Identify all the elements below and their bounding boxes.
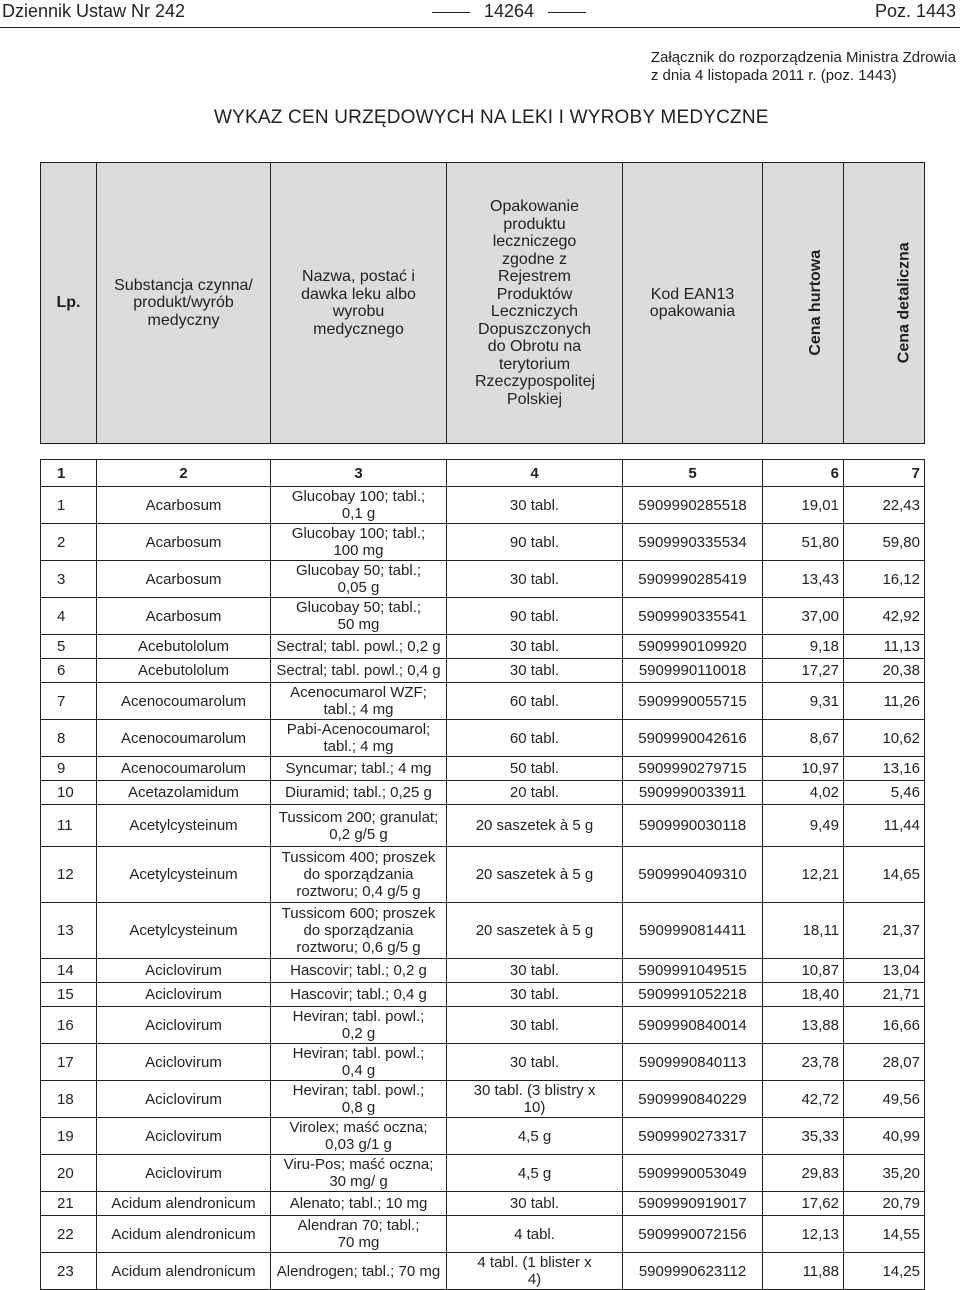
row-wholesale-price: 17,62 xyxy=(763,1192,844,1216)
row-lp: 15 xyxy=(41,983,97,1007)
row-wholesale-price: 4,02 xyxy=(763,781,844,805)
row-package: 4,5 g xyxy=(447,1155,623,1192)
row-name: Alendrogen; tabl.; 70 mg xyxy=(271,1253,447,1290)
row-package: 30 tabl. xyxy=(447,561,623,598)
row-lp: 1 xyxy=(41,487,97,524)
table-row xyxy=(41,781,925,805)
row-wholesale-price: 9,18 xyxy=(763,635,844,659)
row-lp: 9 xyxy=(41,757,97,781)
row-retail-price: 13,16 xyxy=(844,757,925,781)
table-row xyxy=(41,903,925,959)
table-row xyxy=(41,757,925,781)
row-lp: 10 xyxy=(41,781,97,805)
row-substance: Aciclovirum xyxy=(97,1007,271,1044)
row-substance: Acidum alendronicum xyxy=(97,1192,271,1216)
row-retail-price: 14,55 xyxy=(844,1216,925,1253)
table-row xyxy=(41,1081,925,1118)
row-ean: 5909990109920 xyxy=(623,635,763,659)
row-wholesale-price: 13,88 xyxy=(763,1007,844,1044)
table-row xyxy=(41,1044,925,1081)
row-package: 30 tabl. xyxy=(447,983,623,1007)
row-ean: 5909990030118 xyxy=(623,805,763,847)
row-lp: 19 xyxy=(41,1118,97,1155)
row-ean: 5909991052218 xyxy=(623,983,763,1007)
row-substance: Acidum alendronicum xyxy=(97,1253,271,1290)
row-lp: 20 xyxy=(41,1155,97,1192)
row-lp: 6 xyxy=(41,659,97,683)
table-row xyxy=(41,847,925,903)
row-retail-price: 16,66 xyxy=(844,1007,925,1044)
row-name: Virolex; maść oczna; 0,03 g/1 g xyxy=(271,1118,447,1155)
row-name: Viru-Pos; maść oczna; 30 mg/ g xyxy=(271,1155,447,1192)
row-lp: 13 xyxy=(41,903,97,959)
row-retail-price: 10,62 xyxy=(844,720,925,757)
row-wholesale-price: 9,31 xyxy=(763,683,844,720)
row-lp: 18 xyxy=(41,1081,97,1118)
row-lp: 3 xyxy=(41,561,97,598)
row-retail-price: 14,65 xyxy=(844,847,925,903)
row-ean: 5909990273317 xyxy=(623,1118,763,1155)
row-name: Hascovir; tabl.; 0,4 g xyxy=(271,983,447,1007)
price-table-body xyxy=(41,460,925,1290)
column-number: 4 xyxy=(447,460,623,487)
row-package: 60 tabl. xyxy=(447,720,623,757)
header-lp: Lp. xyxy=(41,163,97,444)
row-ean: 5909990335541 xyxy=(623,598,763,635)
column-number: 1 xyxy=(41,460,97,487)
table-row xyxy=(41,720,925,757)
row-substance: Acenocoumarolum xyxy=(97,720,271,757)
page-number-text: 14264 xyxy=(484,1,535,21)
row-name: Acenocumarol WZF; tabl.; 4 mg xyxy=(271,683,447,720)
row-name: Sectral; tabl. powl.; 0,4 g xyxy=(271,659,447,683)
row-retail-price: 20,38 xyxy=(844,659,925,683)
row-lp: 2 xyxy=(41,524,97,561)
header-rule xyxy=(0,27,960,28)
row-wholesale-price: 12,21 xyxy=(763,847,844,903)
row-ean: 5909990623112 xyxy=(623,1253,763,1290)
row-substance: Acetylcysteinum xyxy=(97,903,271,959)
row-package: 20 saszetek à 5 g xyxy=(447,805,623,847)
row-wholesale-price: 17,27 xyxy=(763,659,844,683)
row-ean: 5909990279715 xyxy=(623,757,763,781)
row-retail-price: 5,46 xyxy=(844,781,925,805)
row-name: Glucobay 100; tabl.; 100 mg xyxy=(271,524,447,561)
row-name: Hascovir; tabl.; 0,2 g xyxy=(271,959,447,983)
table-row xyxy=(41,524,925,561)
row-substance: Acarbosum xyxy=(97,561,271,598)
row-substance: Acetylcysteinum xyxy=(97,847,271,903)
row-package: 50 tabl. xyxy=(447,757,623,781)
row-retail-price: 16,12 xyxy=(844,561,925,598)
row-name: Sectral; tabl. powl.; 0,2 g xyxy=(271,635,447,659)
table-row xyxy=(41,1253,925,1290)
row-ean: 5909990285419 xyxy=(623,561,763,598)
journal-name: Dziennik Ustaw Nr 242 xyxy=(2,1,186,21)
annex-note xyxy=(651,49,956,85)
row-wholesale-price: 23,78 xyxy=(763,1044,844,1081)
row-substance: Aciclovirum xyxy=(97,1155,271,1192)
row-substance: Acetylcysteinum xyxy=(97,805,271,847)
row-ean: 5909990055715 xyxy=(623,683,763,720)
row-retail-price: 11,26 xyxy=(844,683,925,720)
row-substance: Acebutololum xyxy=(97,659,271,683)
column-number: 5 xyxy=(623,460,763,487)
row-package: 30 tabl. xyxy=(447,959,623,983)
row-package: 30 tabl. xyxy=(447,659,623,683)
row-substance: Acebutololum xyxy=(97,635,271,659)
row-ean: 5909990033911 xyxy=(623,781,763,805)
row-retail-price: 11,13 xyxy=(844,635,925,659)
column-numbers-row xyxy=(41,460,925,487)
row-retail-price: 21,37 xyxy=(844,903,925,959)
row-wholesale-price: 10,97 xyxy=(763,757,844,781)
row-name: Heviran; tabl. powl.; 0,2 g xyxy=(271,1007,447,1044)
row-ean: 5909990840113 xyxy=(623,1044,763,1081)
row-ean: 5909990072156 xyxy=(623,1216,763,1253)
table-header xyxy=(40,162,925,444)
row-lp: 16 xyxy=(41,1007,97,1044)
row-ean: 5909990409310 xyxy=(623,847,763,903)
table-row xyxy=(41,959,925,983)
row-lp: 14 xyxy=(41,959,97,983)
price-table xyxy=(40,459,925,1290)
row-name: Tussicom 600; proszek do sporządzania roztworu; 0,6 g/5 g xyxy=(271,903,447,959)
row-wholesale-price: 12,13 xyxy=(763,1216,844,1253)
row-lp: 22 xyxy=(41,1216,97,1253)
row-name: Alenato; tabl.; 10 mg xyxy=(271,1192,447,1216)
table-row xyxy=(41,1155,925,1192)
row-substance: Aciclovirum xyxy=(97,959,271,983)
row-ean: 5909991049515 xyxy=(623,959,763,983)
header-wholesale xyxy=(763,163,844,444)
row-wholesale-price: 19,01 xyxy=(763,487,844,524)
annex-line-1: Załącznik do rozporządzenia Ministra Zdrowia xyxy=(650,49,956,66)
row-substance: Acarbosum xyxy=(97,524,271,561)
row-lp: 11 xyxy=(41,805,97,847)
table-row xyxy=(41,1118,925,1155)
header-wholesale-text: Cena hurtowa xyxy=(807,250,825,356)
row-substance: Acenocoumarolum xyxy=(97,757,271,781)
row-ean: 5909990053049 xyxy=(623,1155,763,1192)
row-name: Glucobay 100; tabl.; 0,1 g xyxy=(271,487,447,524)
row-substance: Acarbosum xyxy=(97,487,271,524)
row-ean: 5909990840014 xyxy=(623,1007,763,1044)
table-row xyxy=(41,983,925,1007)
row-name: Glucobay 50; tabl.; 50 mg xyxy=(271,598,447,635)
row-lp: 12 xyxy=(41,847,97,903)
table-row xyxy=(41,659,925,683)
row-package: 30 tabl. xyxy=(447,635,623,659)
row-retail-price: 42,92 xyxy=(844,598,925,635)
row-retail-price: 21,71 xyxy=(844,983,925,1007)
row-lp: 23 xyxy=(41,1253,97,1290)
annex-line-2: z dnia 4 listopada 2011 r. (poz. 1443) xyxy=(650,67,897,84)
row-package: 4 tabl. (1 blister x 4) xyxy=(447,1253,623,1290)
row-lp: 21 xyxy=(41,1192,97,1216)
row-package: 90 tabl. xyxy=(447,598,623,635)
row-ean: 5909990919017 xyxy=(623,1192,763,1216)
row-ean: 5909990285518 xyxy=(623,487,763,524)
row-substance: Aciclovirum xyxy=(97,1118,271,1155)
row-wholesale-price: 35,33 xyxy=(763,1118,844,1155)
row-package: 30 tabl. xyxy=(447,1044,623,1081)
table-row xyxy=(41,635,925,659)
row-wholesale-price: 10,87 xyxy=(763,959,844,983)
row-lp: 5 xyxy=(41,635,97,659)
row-substance: Aciclovirum xyxy=(97,1044,271,1081)
row-wholesale-price: 8,67 xyxy=(763,720,844,757)
row-wholesale-price: 11,88 xyxy=(763,1253,844,1290)
row-name: Tussicom 400; proszek do sporządzania roztworu; 0,4 g/5 g xyxy=(271,847,447,903)
row-ean: 5909990840229 xyxy=(623,1081,763,1118)
row-name: Alendran 70; tabl.; 70 mg xyxy=(271,1216,447,1253)
row-ean: 5909990110018 xyxy=(623,659,763,683)
row-package: 30 tabl. (3 blistry x 10) xyxy=(447,1081,623,1118)
header-substance: Substancja czynna/ produkt/wyrób medyczny xyxy=(97,163,271,444)
row-lp: 8 xyxy=(41,720,97,757)
table-row xyxy=(41,1192,925,1216)
row-retail-price: 11,44 xyxy=(844,805,925,847)
row-package: 20 saszetek à 5 g xyxy=(447,847,623,903)
row-package: 4,5 g xyxy=(447,1118,623,1155)
row-substance: Aciclovirum xyxy=(97,983,271,1007)
row-wholesale-price: 42,72 xyxy=(763,1081,844,1118)
row-name: Pabi-Acenocoumarol; tabl.; 4 mg xyxy=(271,720,447,757)
row-lp: 17 xyxy=(41,1044,97,1081)
row-wholesale-price: 18,11 xyxy=(763,903,844,959)
row-lp: 4 xyxy=(41,598,97,635)
dash-left xyxy=(432,12,470,13)
column-number: 6 xyxy=(763,460,844,487)
row-ean: 5909990335534 xyxy=(623,524,763,561)
column-number: 3 xyxy=(271,460,447,487)
table-row xyxy=(41,487,925,524)
row-wholesale-price: 29,83 xyxy=(763,1155,844,1192)
header-name: Nazwa, postać i dawka leku albo wyrobu medycznego xyxy=(271,163,447,444)
header-ean: Kod EAN13 opakowania xyxy=(623,163,763,444)
row-substance: Acidum alendronicum xyxy=(97,1216,271,1253)
row-package: 20 saszetek à 5 g xyxy=(447,903,623,959)
row-name: Syncumar; tabl.; 4 mg xyxy=(271,757,447,781)
header-retail-text: Cena detaliczna xyxy=(895,242,913,364)
row-package: 90 tabl. xyxy=(447,524,623,561)
row-substance: Acenocoumarolum xyxy=(97,683,271,720)
position-label: Poz. 1443 xyxy=(874,1,956,21)
row-package: 60 tabl. xyxy=(447,683,623,720)
row-name: Heviran; tabl. powl.; 0,8 g xyxy=(271,1081,447,1118)
table-row xyxy=(41,561,925,598)
table-row xyxy=(41,598,925,635)
row-package: 4 tabl. xyxy=(447,1216,623,1253)
table-row xyxy=(41,1007,925,1044)
table-row xyxy=(41,683,925,720)
row-wholesale-price: 13,43 xyxy=(763,561,844,598)
row-retail-price: 35,20 xyxy=(844,1155,925,1192)
row-retail-price: 59,80 xyxy=(844,524,925,561)
row-retail-price: 49,56 xyxy=(844,1081,925,1118)
row-retail-price: 22,43 xyxy=(844,487,925,524)
row-wholesale-price: 51,80 xyxy=(763,524,844,561)
row-retail-price: 28,07 xyxy=(844,1044,925,1081)
document-title: WYKAZ CEN URZĘDOWYCH NA LEKI I WYROBY MEDYCZNE xyxy=(214,107,769,128)
row-retail-price: 20,79 xyxy=(844,1192,925,1216)
header-package: Opakowanie produktu leczniczego zgodne z Rejestrem Produktów Leczniczych Dopuszczonych do Obrotu na terytorium Rzeczypospolitej Polskiej xyxy=(447,163,623,444)
row-wholesale-price: 37,00 xyxy=(763,598,844,635)
row-name: Tussicom 200; granulat; 0,2 g/5 g xyxy=(271,805,447,847)
row-substance: Acarbosum xyxy=(97,598,271,635)
row-package: 30 tabl. xyxy=(447,1007,623,1044)
row-lp: 7 xyxy=(41,683,97,720)
row-package: 30 tabl. xyxy=(447,1192,623,1216)
row-retail-price: 14,25 xyxy=(844,1253,925,1290)
row-package: 20 tabl. xyxy=(447,781,623,805)
row-retail-price: 40,99 xyxy=(844,1118,925,1155)
row-wholesale-price: 9,49 xyxy=(763,805,844,847)
dash-right xyxy=(548,12,586,13)
row-substance: Aciclovirum xyxy=(97,1081,271,1118)
column-number: 7 xyxy=(844,460,925,487)
table-row xyxy=(41,805,925,847)
row-name: Diuramid; tabl.; 0,25 g xyxy=(271,781,447,805)
row-name: Glucobay 50; tabl.; 0,05 g xyxy=(271,561,447,598)
row-substance: Acetazolamidum xyxy=(97,781,271,805)
row-retail-price: 13,04 xyxy=(844,959,925,983)
row-wholesale-price: 18,40 xyxy=(763,983,844,1007)
row-ean: 5909990042616 xyxy=(623,720,763,757)
row-name: Heviran; tabl. powl.; 0,4 g xyxy=(271,1044,447,1081)
page-number xyxy=(418,1,600,22)
table-row xyxy=(41,1216,925,1253)
header-retail xyxy=(844,163,925,444)
row-package: 30 tabl. xyxy=(447,487,623,524)
row-ean: 5909990814411 xyxy=(623,903,763,959)
column-number: 2 xyxy=(97,460,271,487)
